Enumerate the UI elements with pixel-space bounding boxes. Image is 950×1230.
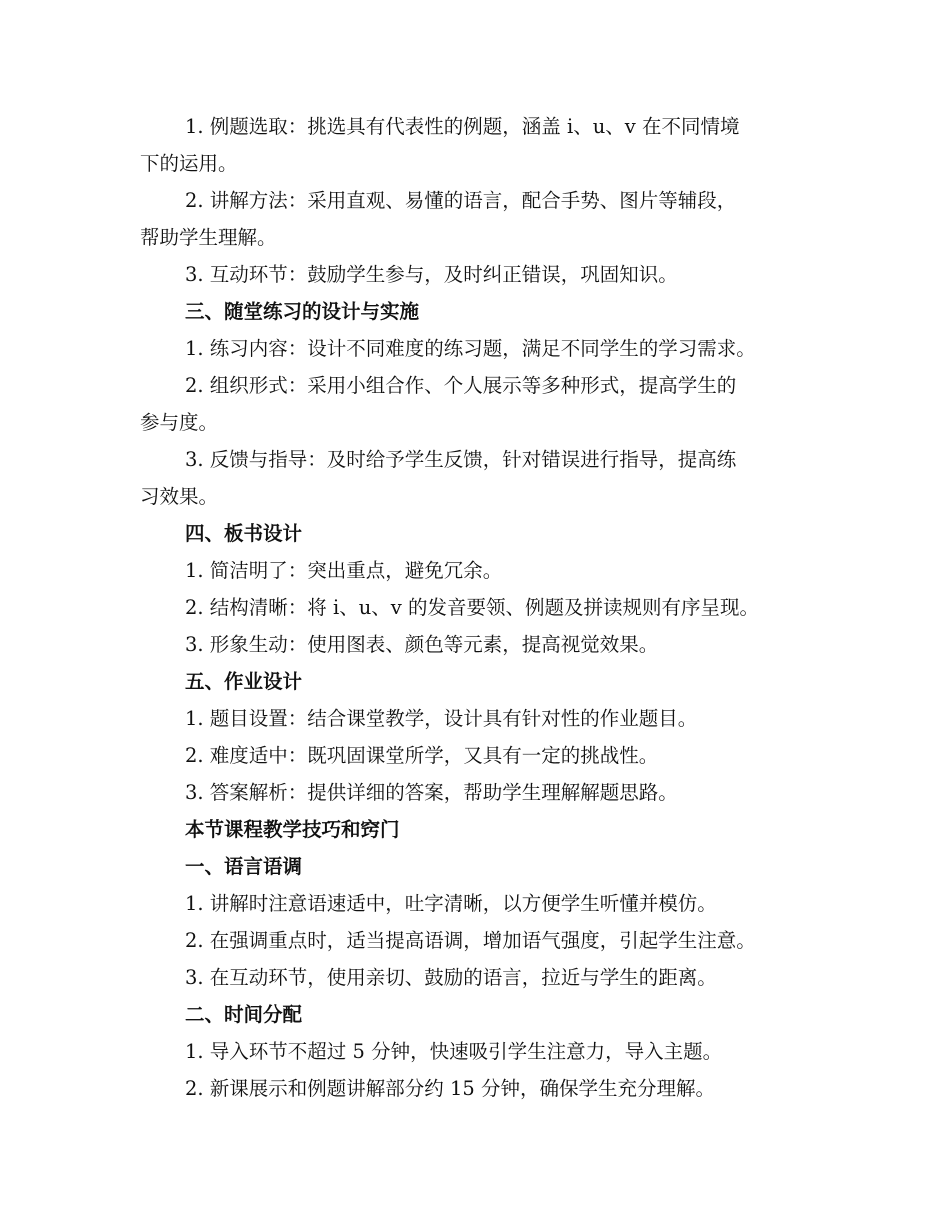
list-item: 3. 在互动环节，使用亲切、鼓励的语言，拉近与学生的距离。 [185,966,717,989]
list-item-continuation: 下的运用。 [140,152,238,175]
list-item: 3. 答案解析：提供详细的答案，帮助学生理解解题思路。 [185,781,678,804]
list-item: 2. 组织形式：采用小组合作、个人展示等多种形式，提高学生的 [185,374,737,397]
list-item: 1. 讲解时注意语速适中，吐字清晰，以方便学生听懂并模仿。 [185,892,717,915]
section-heading: 五、作业设计 [185,670,303,693]
list-item: 2. 难度适中：既巩固课堂所学，又具有一定的挑战性。 [185,744,659,767]
list-item: 2. 新课展示和例题讲解部分约 15 分钟，确保学生充分理解。 [185,1077,716,1100]
chapter-heading: 本节课程教学技巧和窍门 [185,818,400,841]
list-item: 2. 在强调重点时，适当提高语调，增加语气强度，引起学生注意。 [185,929,756,952]
list-item: 3. 互动环节：鼓励学生参与，及时纠正错误，巩固知识。 [185,263,678,286]
section-heading: 四、板书设计 [185,522,303,545]
list-item: 1. 题目设置：结合课堂教学，设计具有针对性的作业题目。 [185,707,698,730]
list-item: 1. 例题选取：挑选具有代表性的例题，涵盖 i、u、v 在不同情境 [185,115,740,138]
list-item-continuation: 习效果。 [140,485,219,508]
list-item-continuation: 参与度。 [140,411,219,434]
list-item: 1. 简洁明了：突出重点，避免冗余。 [185,559,503,582]
list-item: 2. 结构清晰：将 i、u、v 的发音要领、例题及拼读规则有序呈现。 [185,596,760,619]
list-item: 1. 导入环节不超过 5 分钟，快速吸引学生注意力，导入主题。 [185,1040,723,1063]
list-item: 2. 讲解方法：采用直观、易懂的语言，配合手势、图片等辅段， [185,189,737,212]
list-item-continuation: 帮助学生理解。 [140,226,277,249]
list-item: 3. 反馈与指导：及时给予学生反馈，针对错误进行指导，提高练 [185,448,737,471]
list-item: 1. 练习内容：设计不同难度的练习题，满足不同学生的学习需求。 [185,337,756,360]
list-item: 3. 形象生动：使用图表、颜色等元素，提高视觉效果。 [185,633,659,656]
section-heading: 三、随堂练习的设计与实施 [185,300,420,323]
section-heading: 二、时间分配 [185,1003,303,1026]
section-heading: 一、语言语调 [185,855,303,878]
